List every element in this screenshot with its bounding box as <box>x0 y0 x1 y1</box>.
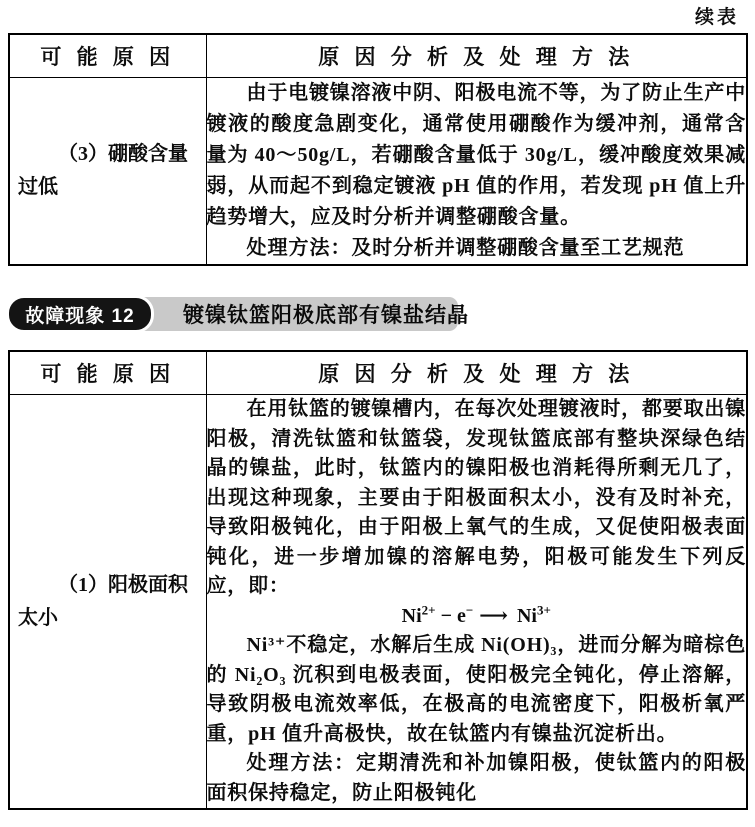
fault-banner <box>6 295 746 333</box>
anode-reaction-equation <box>207 602 747 632</box>
table2-cause-cell <box>9 395 206 810</box>
equation-arrow-icon: ⟶ <box>479 604 506 627</box>
fault-title: 镀镍钛篮阳极底部有镍盐结晶 <box>183 304 469 327</box>
table1-header-possible-cause: 可 能 原 因 <box>9 34 206 78</box>
fault-badge-label: 故障现象 12 <box>25 305 135 327</box>
table2-header-analysis-method: 原 因 分 析 及 处 理 方 法 <box>206 351 747 395</box>
equation-minus-e: − e <box>435 604 466 627</box>
equation-lhs: Ni <box>401 604 422 627</box>
titanium-basket-fault-table <box>8 350 748 810</box>
method-label: 处理方法： <box>246 237 352 259</box>
analysis-paragraph-2: Ni³⁺不稳定，水解后生成 Ni(OH)₃，进而分解为暗棕色的 Ni₂O₃ 沉积到电极表面，使阳极完全钝化，停止溶解，导致阴极电流效率低，在极高的电流密度下，阳极析氧严重，pH 值升高极快，故在钛篮内有镍盐沉淀析出。 <box>206 634 746 745</box>
analysis-paragraph-1: 在用钛篮的镀镍槽内，在每次处理镀液时，都要取出镍阳极，清洗钛篮和钛篮袋，发现钛篮底部有整块深绿色结晶的镍盐，此时，钛篮内的镍阳极也消耗得所剩无几了，出现这种现象，主要由于阳极面积太小，没有及时补充，导致阳极钝化，由于阳极上氧气的生成，又促使阳极表面钝化，进一步增加镍的溶解电势，阳极可能发生下列反应，即： <box>206 398 746 597</box>
equation-lhs-charge: 2+ <box>421 601 436 617</box>
boric-acid-fault-table <box>8 33 748 266</box>
method-label: 处理方法： <box>246 752 357 774</box>
table2-header-possible-cause: 可 能 原 因 <box>9 351 206 395</box>
cause-text: （1）阳极面积太小 <box>18 573 188 629</box>
equation-rhs-charge: 3+ <box>536 601 551 617</box>
table1-row <box>9 78 747 266</box>
method-paragraph <box>207 233 747 264</box>
method-text: 定期清洗和补加镍阳极，使钛篮内的阳极面积保持稳定，防止阳极钝化 <box>206 752 747 804</box>
equation-rhs: Ni <box>511 604 537 627</box>
table1-header-analysis-method: 原 因 分 析 及 处 理 方 法 <box>206 34 747 78</box>
table1-header-row <box>9 34 747 78</box>
table1-cause-cell <box>9 78 206 266</box>
method-text: 及时分析并调整硼酸含量至工艺规范 <box>351 237 685 259</box>
table2-analysis-cell <box>206 395 747 810</box>
fault-number-badge <box>6 295 154 333</box>
analysis-paragraph: 由于电镀镍溶液中阴、阳极电流不等，为了防止生产中镀液的酸度急剧变化，通常使用硼酸作为缓冲剂，通常含量为 40～50g/L，若硼酸含量低于 30g/L，缓冲酸度效果减弱，从而起不到稳定镀液 pH 值的作用，若发现 pH 值上升趋势增大，应及时分析并调整硼酸含量。 <box>206 82 746 228</box>
table2-row <box>9 395 747 810</box>
equation-electron-charge: − <box>465 601 474 617</box>
method-paragraph <box>207 749 747 808</box>
table2-header-row <box>9 351 747 395</box>
cause-text: （3）硼酸含量过低 <box>18 143 188 198</box>
table1-analysis-cell <box>206 78 747 266</box>
continued-table-label: 续表 <box>694 7 739 28</box>
